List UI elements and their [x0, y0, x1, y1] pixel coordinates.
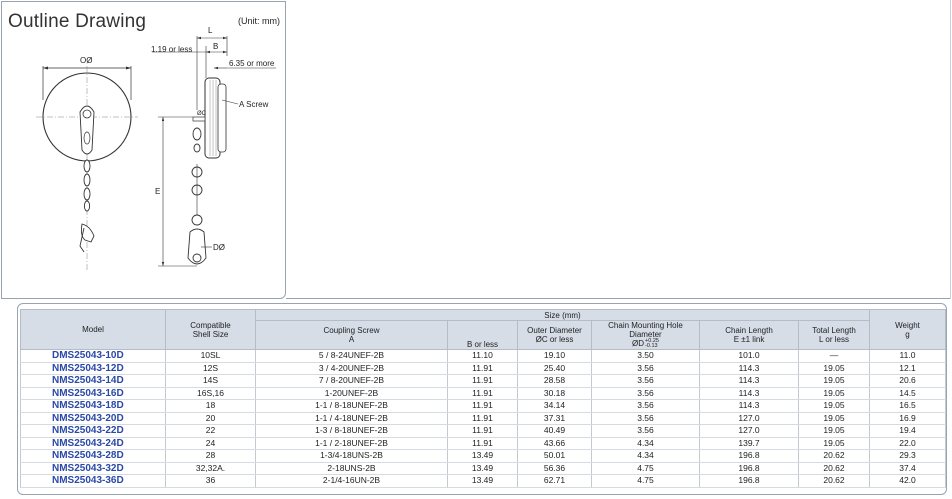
cell-screw: 1-3/4-18UNS-2B	[256, 450, 448, 463]
cell-od: 37.31	[518, 412, 592, 425]
table-row	[21, 400, 946, 413]
cell-b: 13.49	[448, 450, 518, 463]
cell-weight: 19.4	[870, 425, 946, 438]
cell-chain: 139.7	[700, 437, 799, 450]
cell-shell: 14S	[166, 375, 256, 388]
header-hole-sub	[594, 339, 697, 349]
table-row	[21, 350, 946, 363]
cell-chain: 114.3	[700, 387, 799, 400]
cell-hole: 4.34	[592, 450, 700, 463]
table-row	[21, 375, 946, 388]
cell-shell: 28	[166, 450, 256, 463]
cell-total: 19.05	[799, 412, 870, 425]
cell-hole: 4.34	[592, 437, 700, 450]
spec-table	[20, 309, 946, 488]
cell-total: 19.05	[799, 362, 870, 375]
cell-weight: 14.5	[870, 387, 946, 400]
cell-screw: 1-1 / 4-18UNEF-2B	[256, 412, 448, 425]
cell-hole: 4.75	[592, 475, 700, 488]
cell-model[interactable]: NMS25043-18D	[21, 400, 166, 413]
cell-weight: 37.4	[870, 462, 946, 475]
drawing-title: Outline Drawing	[8, 11, 147, 32]
cell-chain: 114.3	[700, 400, 799, 413]
cell-shell: 36	[166, 475, 256, 488]
cell-hole: 3.56	[592, 375, 700, 388]
cell-shell: 12S	[166, 362, 256, 375]
header-hole-tol-plus: +0.25	[645, 338, 659, 344]
d-label: DØ	[213, 243, 225, 252]
l-label: L	[208, 26, 213, 35]
od-label: OØ	[80, 56, 93, 65]
cell-chain: 196.8	[700, 450, 799, 463]
cell-b: 11.10	[448, 350, 518, 363]
screw-label: A Screw	[239, 100, 269, 109]
cell-b: 11.91	[448, 425, 518, 438]
cell-total: 20.62	[799, 475, 870, 488]
cell-hole: 4.75	[592, 462, 700, 475]
cell-screw: 1-1 / 8-18UNEF-2B	[256, 400, 448, 413]
cell-model[interactable]: NMS25043-20D	[21, 412, 166, 425]
cell-shell: 18	[166, 400, 256, 413]
cell-screw: 3 / 4-20UNEF-2B	[256, 362, 448, 375]
cell-od: 28.58	[518, 375, 592, 388]
cell-total: 19.05	[799, 400, 870, 413]
cell-shell: 24	[166, 437, 256, 450]
cell-od: 40.49	[518, 425, 592, 438]
header-hole	[592, 321, 700, 350]
cell-od: 50.01	[518, 450, 592, 463]
cell-model[interactable]: DMS25043-10D	[21, 350, 166, 363]
cell-weight: 11.0	[870, 350, 946, 363]
cell-chain: 127.0	[700, 425, 799, 438]
cell-od: 30.18	[518, 387, 592, 400]
cell-model[interactable]: NMS25043-36D	[21, 475, 166, 488]
header-hole-title: Chain Mounting Hole Diameter	[608, 321, 683, 339]
table-row	[21, 412, 946, 425]
cell-chain: 114.3	[700, 362, 799, 375]
b-less-label: 1.19 or less	[151, 45, 193, 54]
cell-hole: 3.56	[592, 412, 700, 425]
cell-model[interactable]: NMS25043-24D	[21, 437, 166, 450]
table-row	[21, 437, 946, 450]
cell-od: 25.40	[518, 362, 592, 375]
cell-screw: 2-1/4-16UN-2B	[256, 475, 448, 488]
cell-chain: 101.0	[700, 350, 799, 363]
cell-shell: 10SL	[166, 350, 256, 363]
frame-divider	[286, 298, 951, 299]
cell-total: —	[799, 350, 870, 363]
cell-b: 13.49	[448, 462, 518, 475]
cell-od: 56.36	[518, 462, 592, 475]
cell-chain: 114.3	[700, 375, 799, 388]
cell-screw: 1-3 / 8-18UNEF-2B	[256, 425, 448, 438]
header-model: Model	[21, 310, 166, 350]
cell-b: 11.91	[448, 362, 518, 375]
cell-model[interactable]: NMS25043-22D	[21, 425, 166, 438]
outline-drawing	[0, 0, 290, 298]
header-b: B or less	[448, 321, 518, 350]
header-chain: Chain Length E ±1 link	[700, 321, 799, 350]
cell-total: 20.62	[799, 462, 870, 475]
cell-shell: 20	[166, 412, 256, 425]
cell-b: 11.91	[448, 400, 518, 413]
cell-screw: 5 / 8-24UNEF-2B	[256, 350, 448, 363]
cell-hole: 3.56	[592, 362, 700, 375]
cell-hole: 3.50	[592, 350, 700, 363]
table-row	[21, 425, 946, 438]
cell-b: 13.49	[448, 475, 518, 488]
header-size-group: Size (mm)	[256, 310, 870, 321]
header-hole-symbol: ØD	[632, 339, 645, 349]
cell-total: 19.05	[799, 425, 870, 438]
cell-b: 11.91	[448, 437, 518, 450]
cell-hole: 3.56	[592, 425, 700, 438]
cell-od: 19.10	[518, 350, 592, 363]
e-label: E	[155, 187, 161, 196]
cell-weight: 20.6	[870, 375, 946, 388]
cell-hole: 3.56	[592, 400, 700, 413]
cell-weight: 22.0	[870, 437, 946, 450]
front-view	[36, 56, 138, 272]
cell-shell: 32,32A.	[166, 462, 256, 475]
cell-weight: 29.3	[870, 450, 946, 463]
cell-model[interactable]: NMS25043-28D	[21, 450, 166, 463]
cell-weight: 16.5	[870, 400, 946, 413]
cell-shell: 22	[166, 425, 256, 438]
cell-model[interactable]: NMS25043-16D	[21, 387, 166, 400]
table-row	[21, 362, 946, 375]
header-hole-tol-minus: -0.13	[645, 343, 658, 349]
cell-total: 20.62	[799, 450, 870, 463]
spec-table-body	[21, 350, 946, 488]
cell-chain: 127.0	[700, 412, 799, 425]
cell-model[interactable]: NMS25043-12D	[21, 362, 166, 375]
header-weight: Weight g	[870, 310, 946, 350]
cell-weight: 12.1	[870, 362, 946, 375]
cell-od: 34.14	[518, 400, 592, 413]
header-screw: Coupling Screw A	[256, 321, 448, 350]
cell-screw: 2-18UNS-2B	[256, 462, 448, 475]
cell-screw: 1-1 / 2-18UNEF-2B	[256, 437, 448, 450]
cell-total: 19.05	[799, 387, 870, 400]
more-label: 6.35 or more	[229, 59, 275, 68]
table-row	[21, 475, 946, 488]
cell-weight: 16.9	[870, 412, 946, 425]
spec-table-panel	[17, 303, 947, 495]
cell-model[interactable]: NMS25043-32D	[21, 462, 166, 475]
cell-screw: 7 / 8-20UNEF-2B	[256, 375, 448, 388]
cell-weight: 42.0	[870, 475, 946, 488]
cell-od: 62.71	[518, 475, 592, 488]
header-total: Total Length L or less	[799, 321, 870, 350]
frame-edge	[950, 0, 951, 299]
side-view	[151, 26, 276, 266]
header-od: Outer Diameter ØC or less	[518, 321, 592, 350]
cell-od: 43.66	[518, 437, 592, 450]
cell-screw: 1-20UNEF-2B	[256, 387, 448, 400]
cell-chain: 196.8	[700, 475, 799, 488]
oc-label: ØC	[197, 111, 206, 117]
cell-total: 19.05	[799, 375, 870, 388]
cell-chain: 196.8	[700, 462, 799, 475]
cell-shell: 16S,16	[166, 387, 256, 400]
cell-b: 11.91	[448, 375, 518, 388]
table-row	[21, 450, 946, 463]
table-row	[21, 462, 946, 475]
cell-hole: 3.56	[592, 387, 700, 400]
header-shell: Compatible Shell Size	[166, 310, 256, 350]
cell-model[interactable]: NMS25043-14D	[21, 375, 166, 388]
cell-b: 11.91	[448, 387, 518, 400]
cell-total: 19.05	[799, 437, 870, 450]
table-row	[21, 387, 946, 400]
cell-b: 11.91	[448, 412, 518, 425]
unit-label: (Unit: mm)	[238, 16, 280, 26]
b-label: B	[213, 42, 219, 51]
